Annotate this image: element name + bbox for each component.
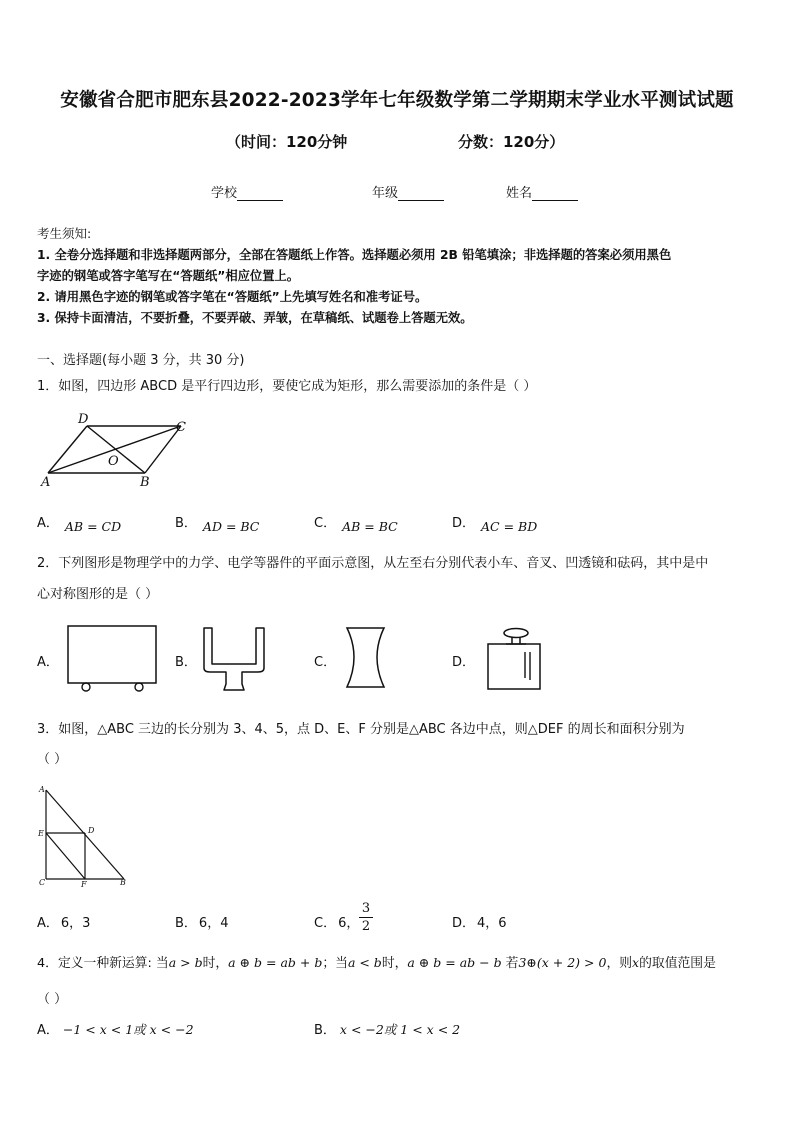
cart-icon: [64, 622, 160, 694]
tri-label-f: F: [81, 880, 87, 889]
q1-option-b[interactable]: [175, 512, 260, 534]
question-3-stem-2: （ ）: [37, 752, 68, 767]
q1-option-d-text: AC = BD: [481, 519, 538, 534]
q4-option-a-letter: A．: [37, 1023, 59, 1038]
notice-line-1: 1. 全卷分选择题和非选择题两部分，全部在答题纸上作答。选择题必须用 2B 铅笔填涂；非选择题的答案必须用黑色: [37, 248, 672, 262]
label-c: C: [176, 420, 186, 435]
question-4-stem-1: [37, 952, 716, 971]
question-2-stem-2: 心对称图形的是（ ）: [37, 587, 159, 602]
name-field: [506, 182, 578, 201]
q4-math-3: a < b: [347, 955, 382, 970]
notice-line-1b: 字迹的钢笔或答字笔写在“答题纸”相应位置上。: [37, 269, 300, 283]
question-4-stem-2: （ ）: [37, 992, 68, 1007]
q4-text-4: 时，: [381, 956, 408, 971]
q3-option-d[interactable]: [452, 912, 507, 931]
q3-option-c-text: 6，: [338, 916, 360, 931]
q3-option-b[interactable]: [175, 912, 228, 931]
tuning-fork-icon: [198, 624, 272, 696]
tri-label-a: A: [39, 785, 45, 794]
q1-option-c[interactable]: [314, 512, 398, 534]
q4-math-1: a > b: [168, 955, 203, 970]
q2-option-c-letter[interactable]: C．: [314, 655, 337, 670]
concave-lens-icon: [342, 624, 390, 692]
tri-label-d: D: [88, 826, 95, 835]
q4-text-2: 时，: [202, 956, 229, 971]
q2-option-b-letter[interactable]: B．: [175, 655, 197, 670]
label-d: D: [78, 412, 89, 427]
grade-blank: [398, 188, 444, 201]
q4-option-a[interactable]: [37, 1019, 194, 1038]
question-3-stem-1: 3．如图，△ABC 三边的长分别为 3、4、5，点 D、E、F 分别是△ABC 各边中点，则△DEF 的周长和面积分别为: [37, 722, 685, 737]
label-b: B: [140, 475, 150, 490]
fraction-numerator: 3: [361, 901, 371, 916]
q4-text-5: 若: [501, 956, 519, 971]
tri-label-e: E: [38, 829, 44, 838]
q1-option-b-text: AD = BC: [202, 519, 260, 534]
q1-option-c-text: AB = BC: [342, 519, 398, 534]
exam-score: 分数：120分）: [458, 133, 565, 151]
page-title: 安徽省合肥市肥东县2022-2023学年七年级数学第二学期期末学业水平测试试题: [60, 90, 734, 111]
label-a: A: [41, 475, 51, 490]
q4-text-1: 4．定义一种新运算: 当: [37, 956, 169, 971]
q4-option-b-text: x < −2或 1 < x < 2: [339, 1022, 461, 1037]
q4-text-6: ，则: [606, 956, 633, 971]
q4-text-7: 的取值范围是: [639, 956, 716, 971]
q1-option-d[interactable]: [452, 512, 538, 534]
notice-line-2: 2. 请用黑色字迹的钢笔或答字笔在“答题纸”上先填写姓名和准考证号。: [37, 290, 428, 304]
name-blank: [532, 188, 578, 201]
school-label: 学校: [211, 186, 238, 201]
parallelogram-figure: [38, 408, 198, 492]
notice-line-3: 3. 保持卡面清洁，不要折叠，不要弄破、弄皱，在草稿纸、试题卷上答题无效。: [37, 311, 473, 325]
q3-option-c-letter: C．: [314, 916, 337, 931]
q1-option-c-letter: C．: [314, 516, 337, 531]
grade-label: 年级: [372, 186, 399, 201]
q3-option-a[interactable]: [37, 912, 90, 931]
q4-text-3: ；当: [322, 956, 348, 971]
q4-math-2: a ⊕ b = ab + b: [228, 955, 323, 970]
q1-option-b-letter: B．: [175, 516, 197, 531]
q4-option-b-letter: B．: [314, 1023, 336, 1038]
exam-time: （时间：120分钟: [226, 133, 348, 151]
q2-option-d-letter[interactable]: D．: [452, 655, 476, 670]
grade-field: [372, 182, 444, 201]
label-o: O: [108, 454, 119, 469]
q3-option-d-letter: D．: [452, 916, 476, 931]
q1-option-a-letter: A．: [37, 516, 59, 531]
q3-option-a-text: 6，3: [60, 916, 91, 931]
weight-icon: [482, 624, 548, 694]
question-2-stem-1: 2．下列图形是物理学中的力学、电学等器件的平面示意图，从左至右分别代表小车、音叉、凹透镜和砝码，其中是中: [37, 556, 709, 571]
section-heading: 一、选择题(每小题 3 分，共 30 分): [37, 353, 245, 368]
q3-option-c[interactable]: [314, 912, 359, 931]
triangle-figure: [36, 783, 136, 891]
question-1-stem: 1．如图，四边形 ABCD 是平行四边形，要使它成为矩形，那么需要添加的条件是（ ）: [37, 379, 537, 394]
q4-option-b[interactable]: [314, 1019, 460, 1038]
tri-label-c: C: [39, 878, 46, 887]
q2-option-a-letter[interactable]: A．: [37, 655, 59, 670]
fraction-denominator: 2: [359, 917, 373, 935]
q3-option-b-text: 6，4: [198, 916, 229, 931]
school-field: [211, 182, 283, 201]
q1-option-a-text: AB = CD: [64, 519, 122, 534]
q3-option-a-letter: A．: [37, 916, 59, 931]
q4-math-5: 3⊕(x + 2) > 0: [518, 955, 607, 970]
name-label: 姓名: [506, 186, 533, 201]
q1-option-d-letter: D．: [452, 516, 476, 531]
q4-math-6: x: [632, 955, 640, 970]
q3-option-b-letter: B．: [175, 916, 197, 931]
q4-option-a-text: −1 < x < 1或 x < −2: [62, 1022, 194, 1037]
q1-option-a[interactable]: [37, 512, 122, 534]
school-blank: [237, 188, 283, 201]
notice-heading: 考生须知:: [37, 226, 92, 241]
q4-math-4: a ⊕ b = ab − b: [407, 955, 502, 970]
q3-option-d-text: 4，6: [477, 916, 507, 931]
q3-option-c-fraction: [359, 900, 373, 935]
tri-label-b: B: [120, 878, 126, 887]
